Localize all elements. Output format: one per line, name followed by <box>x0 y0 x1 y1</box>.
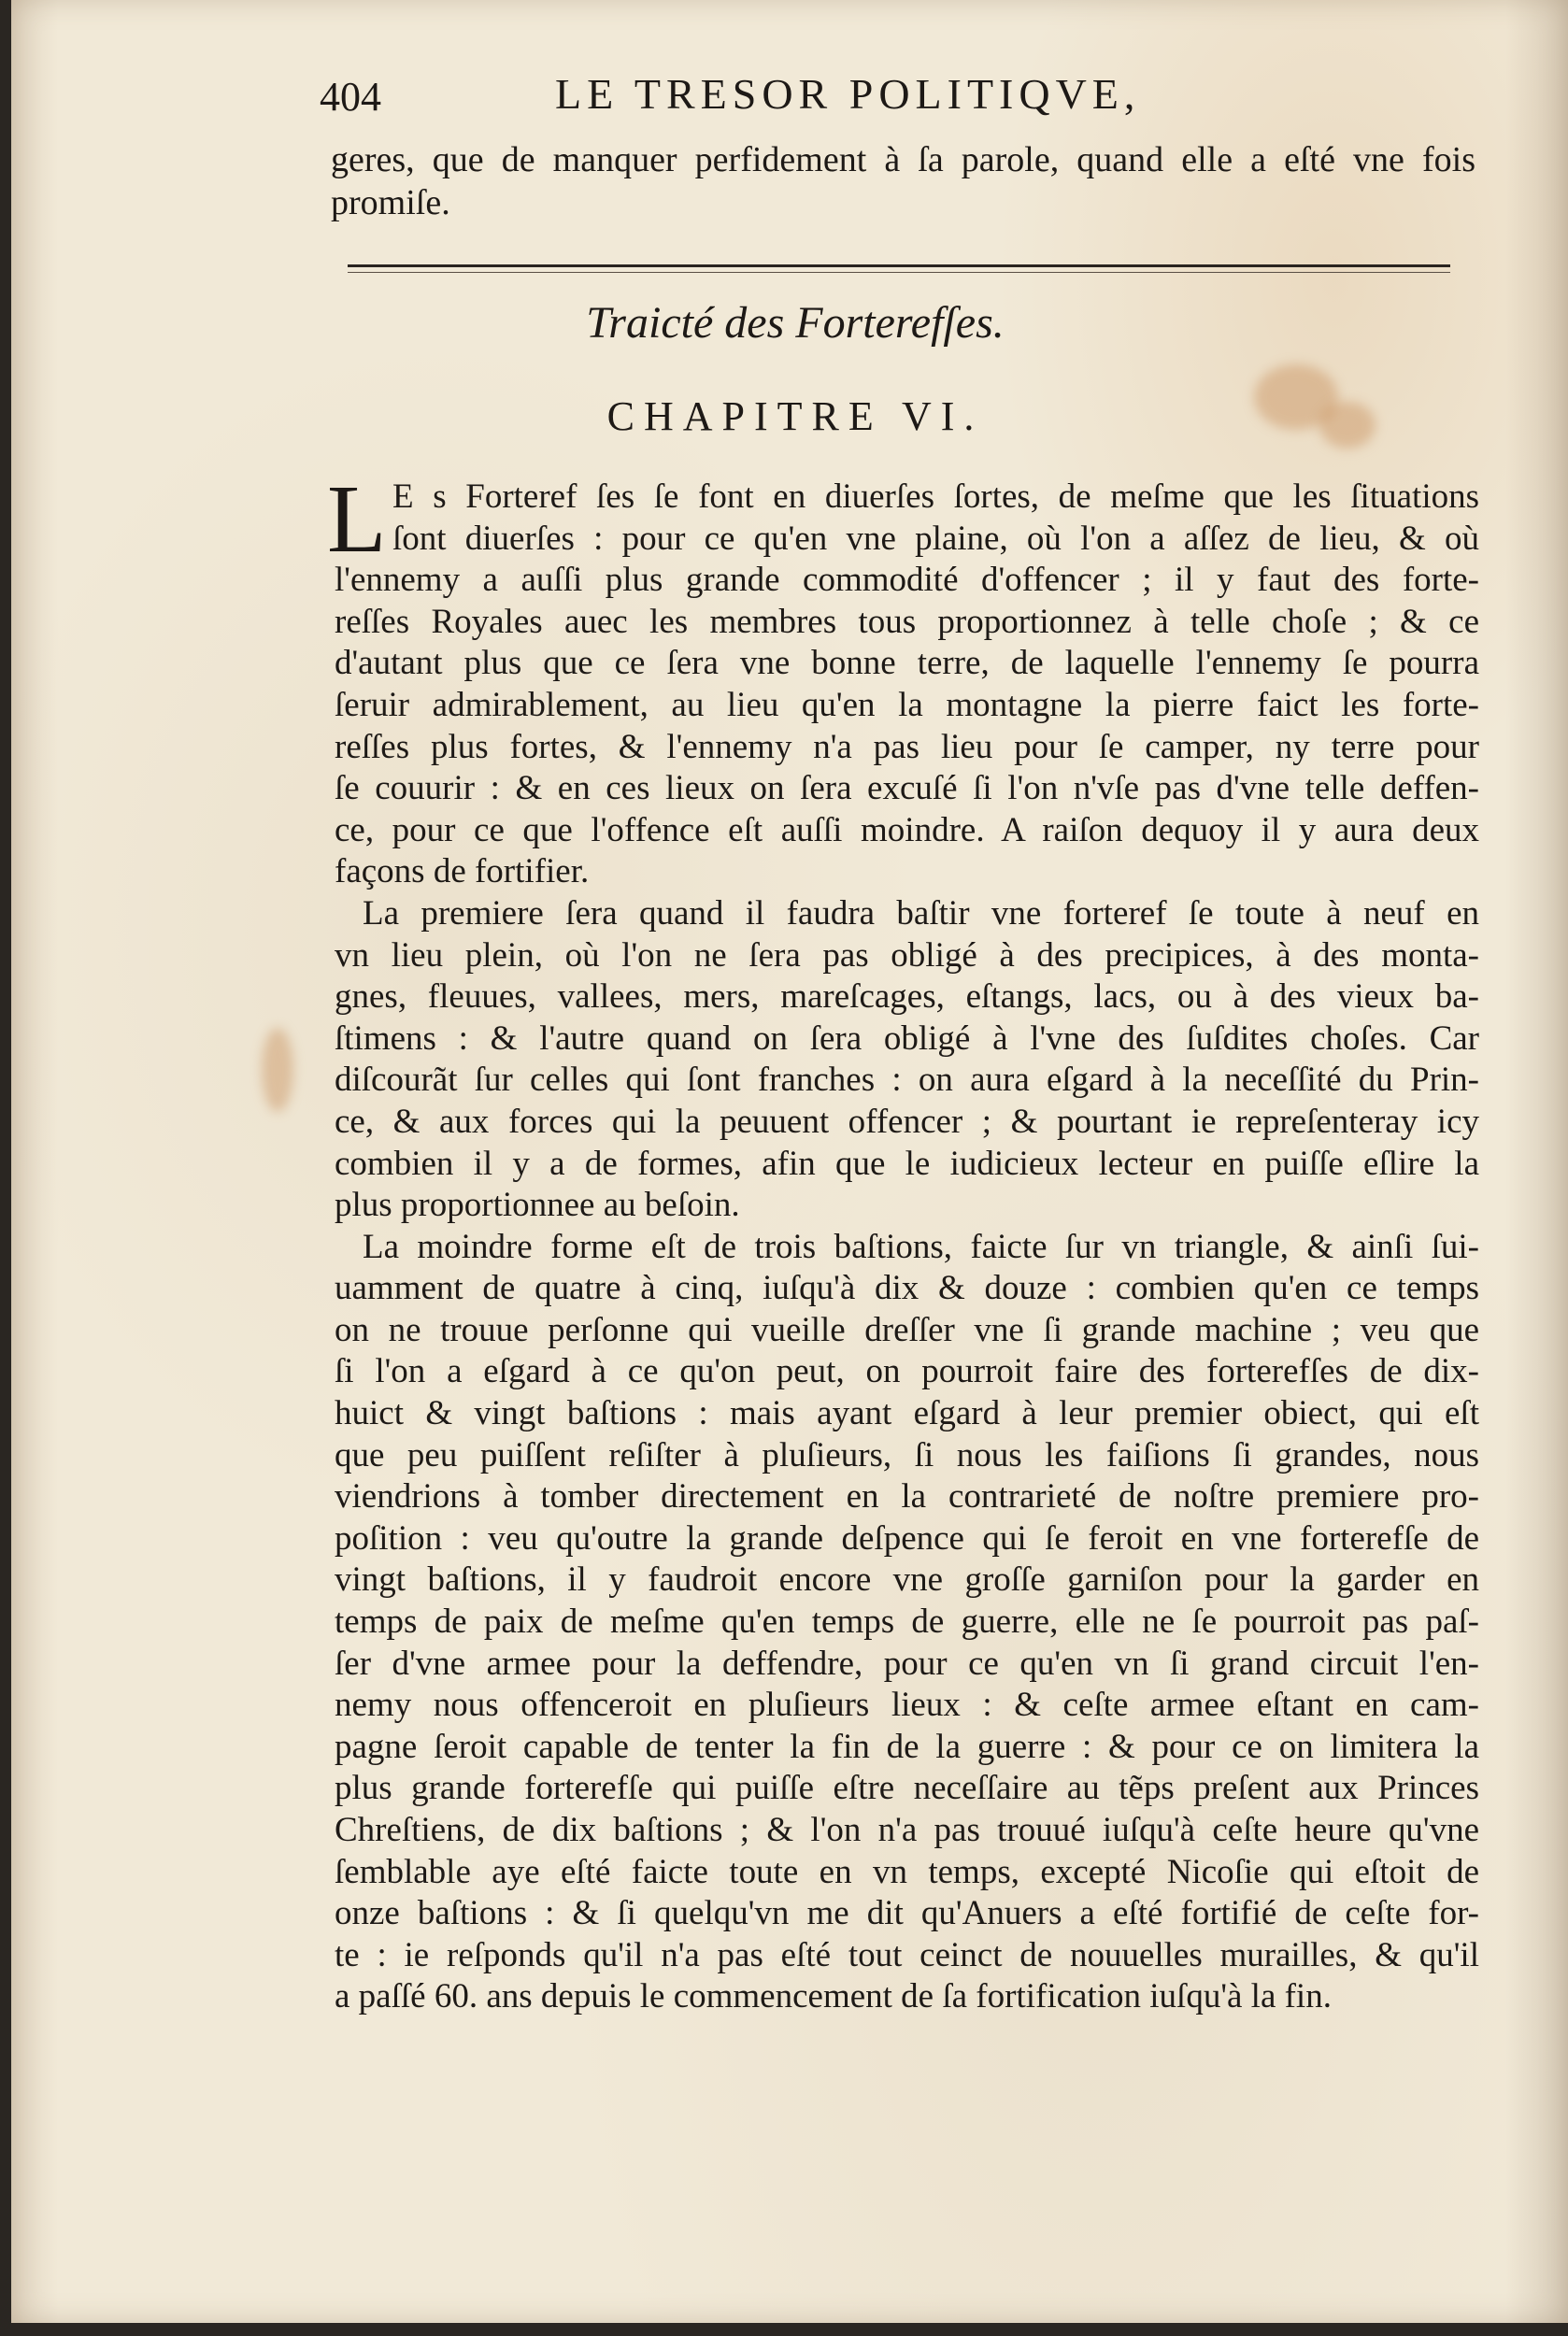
text-line: La moindre forme eſt de trois baſtions, faicte ſur vn triangle, & ainſi ſui- <box>363 1227 1479 1266</box>
text-line: reſſes Royales auec les membres tous proportionnez à telle choſe ; & ce <box>335 602 1479 641</box>
text-line: poſition : veu qu'outre la grande deſpence qui ſe feroit en vne forterefſe de <box>335 1518 1479 1558</box>
book-page <box>11 0 1568 2323</box>
text-line: a paſſé 60. ans depuis le commencement de ſa fortification iuſqu'à la fin. <box>335 1977 1332 2016</box>
text-line: gnes, fleuues, vallees, mers, mareſcages, eſtangs, lacs, ou à des vieux ba- <box>335 977 1479 1017</box>
drop-cap: L <box>327 465 387 573</box>
text-line: ce, pour ce que l'offence eſt auſſi moindre. A raiſon dequoy il y aura deux <box>335 810 1479 849</box>
text-line: que peu puiſſent reſiſter à pluſieurs, ſi nous les faiſions ſi grandes, nous <box>335 1435 1479 1474</box>
text-line: La premiere ſera quand il faudra baſtir vne forteref ſe toute à neuf en <box>363 893 1479 933</box>
section-rule <box>348 264 1450 267</box>
body-text <box>327 465 1479 2018</box>
text-line: nemy nous offenceroit en pluſieurs lieux : & ceſte armee eſtant en cam- <box>335 1686 1479 1725</box>
text-line: onze baſtions : & ſi quelqu'vn me dit qu'Anuers a eſté fortifié de ceſte for- <box>335 1894 1479 1933</box>
text-line: plus grande forterefſe qui puiſſe eſtre neceſſaire au tẽps preſent aux Princes <box>335 1769 1479 1808</box>
text-line: ce, & aux forces qui la peuuent offencer ; & pourtant ie repreſenteray icy <box>335 1102 1479 1141</box>
text-line: d'autant plus que ce ſera vne bonne terre, de laquelle l'ennemy ſe pourra <box>335 644 1479 683</box>
text-line: viendrions à tomber directement en la contrarieté de noſtre premiere pro- <box>335 1477 1479 1517</box>
section-rule-thin <box>348 272 1450 273</box>
text-line: ſer d'vne armee pour la deffendre, pour ce qu'en vn ſi grand circuit l'en- <box>335 1644 1479 1683</box>
text-line: ſeruir admirablement, au lieu qu'en la montagne la pierre faict les forte- <box>335 685 1479 724</box>
text-line: l'ennemy a auſſi plus grande commodité d'offencer ; il y faut des forte- <box>335 561 1479 600</box>
text-line: vingt baſtions, il y faudroit encore vne groſſe garniſon pour la garder en <box>335 1560 1479 1600</box>
text-line: reſſes plus fortes, & l'ennemy n'a pas lieu pour ſe camper, ny terre pour <box>335 727 1479 766</box>
text-line: ſtimens : & l'autre quand on ſera obligé à l'vne des ſuſdites choſes. Car <box>335 1018 1479 1058</box>
text-line: façons de fortifier. <box>335 852 590 891</box>
text-line: te : ie reſponds qu'il n'a pas eſté tout ceinct de nouuelles murailles, & qu'il <box>335 1935 1479 1974</box>
text-line: temps de paix de meſme qu'en temps de guerre, elle ne ſe pourroit pas paſ- <box>335 1602 1479 1642</box>
section-title: Traicté des Forterefſes. <box>586 298 1005 348</box>
chapter-heading: CHAPITRE VI. <box>606 393 984 439</box>
text-line: uamment de quatre à cinq, iuſqu'à dix & douze : combien qu'en ce temps <box>335 1269 1479 1308</box>
text-line: vn lieu plein, où l'on ne ſera pas obligé à des precipices, à des monta- <box>335 935 1479 975</box>
text-line: ſemblable aye eſté faicte toute en vn temps, excepté Nicoſie qui eſtoit de <box>335 1852 1479 1891</box>
carryover-line: promiſe. <box>331 183 450 222</box>
text-line: combien il y a de formes, afin que le iudicieux lecteur en puiſſe eſlire la <box>335 1144 1479 1183</box>
page-number: 404 <box>320 74 381 120</box>
text-line: on ne trouue perſonne qui vueille dreſſer vne ſi grande machine ; veu que <box>335 1310 1479 1349</box>
text-line: pagne ſeroit capable de tenter la fin de la guerre : & pour ce on limitera la <box>335 1727 1479 1766</box>
text-line: huict & vingt baſtions : mais ayant eſgard à leur premier obiect, qui eſt <box>335 1394 1479 1433</box>
text-line: ſont diuerſes : pour ce qu'en vne plaine, où l'on a aſſez de lieu, & où <box>392 519 1479 558</box>
carryover-line: geres, que de manquer perfidement à ſa parole, quand elle a eſté vne fois <box>331 140 1475 179</box>
text-line: plus proportionnee au beſoin. <box>335 1186 740 1225</box>
text-line: E s Forteref ſes ſe font en diuerſes ſortes, de meſme que les ſituations <box>392 477 1479 516</box>
text-line: ſi l'on a eſgard à ce qu'on peut, on pourroit faire des forterefſes de dix- <box>335 1352 1479 1391</box>
text-line: ſe couurir : & en ces lieux on ſera excuſé ſi l'on n'vſe pas d'vne telle deffen- <box>335 769 1479 808</box>
carryover-paragraph <box>331 138 1475 224</box>
text-line: diſcourãt ſur celles qui ſont franches : on aura eſgard à la neceſſité du Prin- <box>335 1061 1479 1100</box>
stain-left-margin <box>262 1028 293 1112</box>
text-line: Chreſtiens, de dix baſtions ; & l'on n'a pas trouué iuſqu'à ceſte heure qu'vne <box>335 1811 1479 1849</box>
running-title: LE TRESOR POLITIQVE, <box>555 70 1141 118</box>
